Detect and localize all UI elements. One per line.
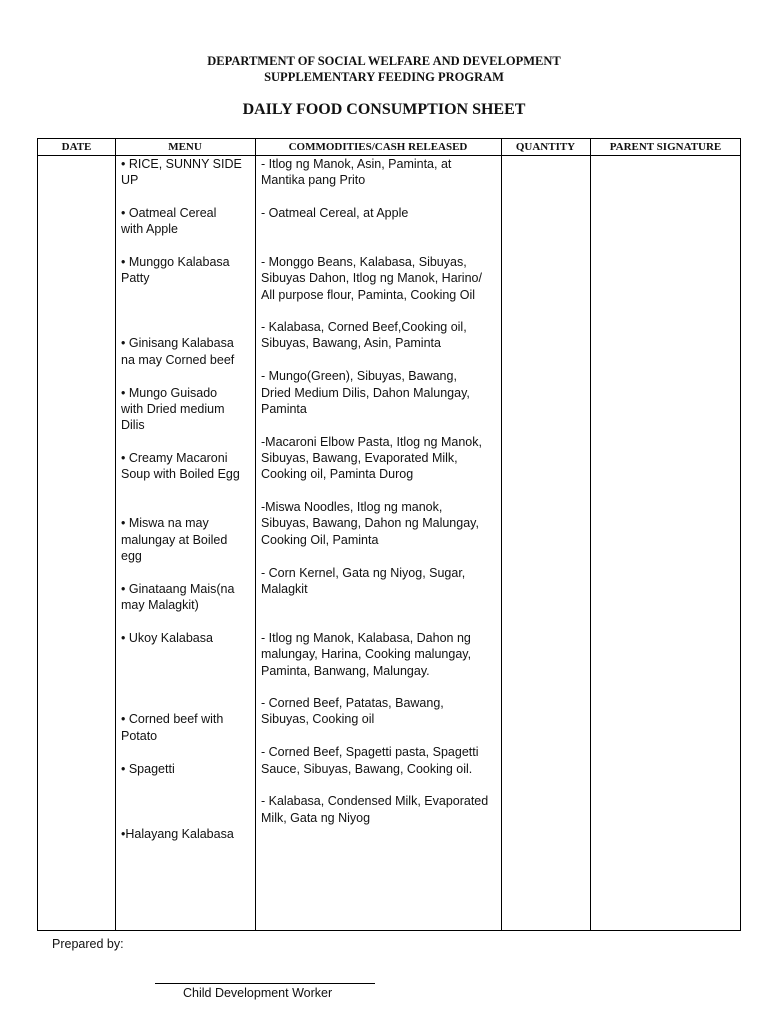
- col-header-quantity: QUANTITY: [515, 141, 576, 153]
- menu-line: with Dried medium: [121, 402, 225, 416]
- column-divider: [255, 139, 256, 930]
- department-heading: DEPARTMENT OF SOCIAL WELFARE AND DEVELOPMENT: [207, 54, 561, 68]
- menu-line: • Miswa na may: [121, 516, 209, 530]
- col-header-commodities: COMMODITIES/CASH RELEASED: [288, 141, 468, 153]
- menu-line: • Creamy Macaroni: [121, 451, 228, 465]
- commodity-line: Cooking oil, Paminta Durog: [261, 467, 414, 481]
- col-header-parent-signature: PARENT SIGNATURE: [609, 141, 722, 153]
- commodity-line: Malagkit: [261, 582, 308, 596]
- menu-line: • Spagetti: [121, 762, 175, 776]
- commodity-line: - Kalabasa, Corned Beef,Cooking oil,: [261, 320, 467, 334]
- menu-line: Dilis: [121, 418, 145, 432]
- menu-line: •Halayang Kalabasa: [121, 827, 234, 841]
- menu-line: na may Corned beef: [121, 353, 235, 367]
- menu-line: • Mungo Guisado: [121, 386, 218, 400]
- commodity-line: -Miswa Noodles, Itlog ng manok,: [261, 500, 443, 514]
- commodity-line: Sibuyas, Bawang, Evaporated Milk,: [261, 451, 458, 465]
- column-divider: [590, 139, 591, 930]
- commodity-line: malungay, Harina, Cooking malungay,: [261, 647, 472, 661]
- commodity-line: Cooking Oil, Paminta: [261, 533, 379, 547]
- menu-line: Patty: [121, 271, 150, 285]
- commodity-line: All purpose flour, Paminta, Cooking Oil: [261, 288, 475, 302]
- menu-line: • RICE, SUNNY SIDE: [121, 157, 242, 171]
- commodity-line: - Itlog ng Manok, Asin, Paminta, at: [261, 157, 452, 171]
- commodity-line: - Corned Beef, Spagetti pasta, Spagetti: [261, 745, 479, 759]
- commodity-line: Sibuyas Dahon, Itlog ng Manok, Harino/: [261, 271, 482, 285]
- menu-line: • Ginisang Kalabasa: [121, 336, 234, 350]
- commodity-line: - Oatmeal Cereal, at Apple: [261, 206, 409, 220]
- worker-title: Child Development Worker: [183, 986, 333, 1000]
- commodity-line: Mantika pang Prito: [261, 173, 366, 187]
- menu-line: with Apple: [121, 222, 178, 236]
- signature-line: [155, 983, 375, 984]
- commodity-line: -Macaroni Elbow Pasta, Itlog ng Manok,: [261, 435, 482, 449]
- commodity-line: Paminta: [261, 402, 307, 416]
- commodity-line: - Kalabasa, Condensed Milk, Evaporated: [261, 794, 489, 808]
- commodity-line: Milk, Gata ng Niyog: [261, 811, 371, 825]
- col-header-date: DATE: [61, 141, 92, 153]
- commodity-line: - Mungo(Green), Sibuyas, Bawang,: [261, 369, 457, 383]
- commodity-line: Sauce, Sibuyas, Bawang, Cooking oil.: [261, 762, 473, 776]
- prepared-by-label: Prepared by:: [52, 937, 124, 951]
- commodity-line: Paminta, Banwang, Malungay.: [261, 664, 430, 678]
- sheet-title: DAILY FOOD CONSUMPTION SHEET: [242, 101, 526, 118]
- menu-line: Soup with Boiled Egg: [121, 467, 240, 481]
- menu-line: • Ukoy Kalabasa: [121, 631, 213, 645]
- menu-line: UP: [121, 173, 139, 187]
- commodity-line: - Monggo Beans, Kalabasa, Sibuyas,: [261, 255, 467, 269]
- menu-line: • Oatmeal Cereal: [121, 206, 217, 220]
- menu-line: egg: [121, 549, 142, 563]
- commodity-line: - Corned Beef, Patatas, Bawang,: [261, 696, 444, 710]
- menu-line: • Munggo Kalabasa: [121, 255, 230, 269]
- column-divider: [115, 139, 116, 930]
- menu-line: Potato: [121, 729, 158, 743]
- menu-line: • Corned beef with: [121, 712, 224, 726]
- program-heading: SUPPLEMENTARY FEEDING PROGRAM: [264, 70, 504, 84]
- commodity-line: Sibuyas, Bawang, Dahon ng Malungay,: [261, 516, 479, 530]
- commodity-line: - Itlog ng Manok, Kalabasa, Dahon ng: [261, 631, 471, 645]
- column-divider: [501, 139, 502, 930]
- commodity-line: Sibuyas, Bawang, Asin, Paminta: [261, 336, 441, 350]
- commodity-line: Dried Medium Dilis, Dahon Malungay,: [261, 386, 470, 400]
- commodity-line: Sibuyas, Cooking oil: [261, 712, 375, 726]
- menu-line: malungay at Boiled: [121, 533, 228, 547]
- col-header-menu: MENU: [168, 141, 202, 153]
- menu-line: may Malagkit): [121, 598, 199, 612]
- commodity-line: - Corn Kernel, Gata ng Niyog, Sugar,: [261, 566, 466, 580]
- menu-line: • Ginataang Mais(na: [121, 582, 235, 596]
